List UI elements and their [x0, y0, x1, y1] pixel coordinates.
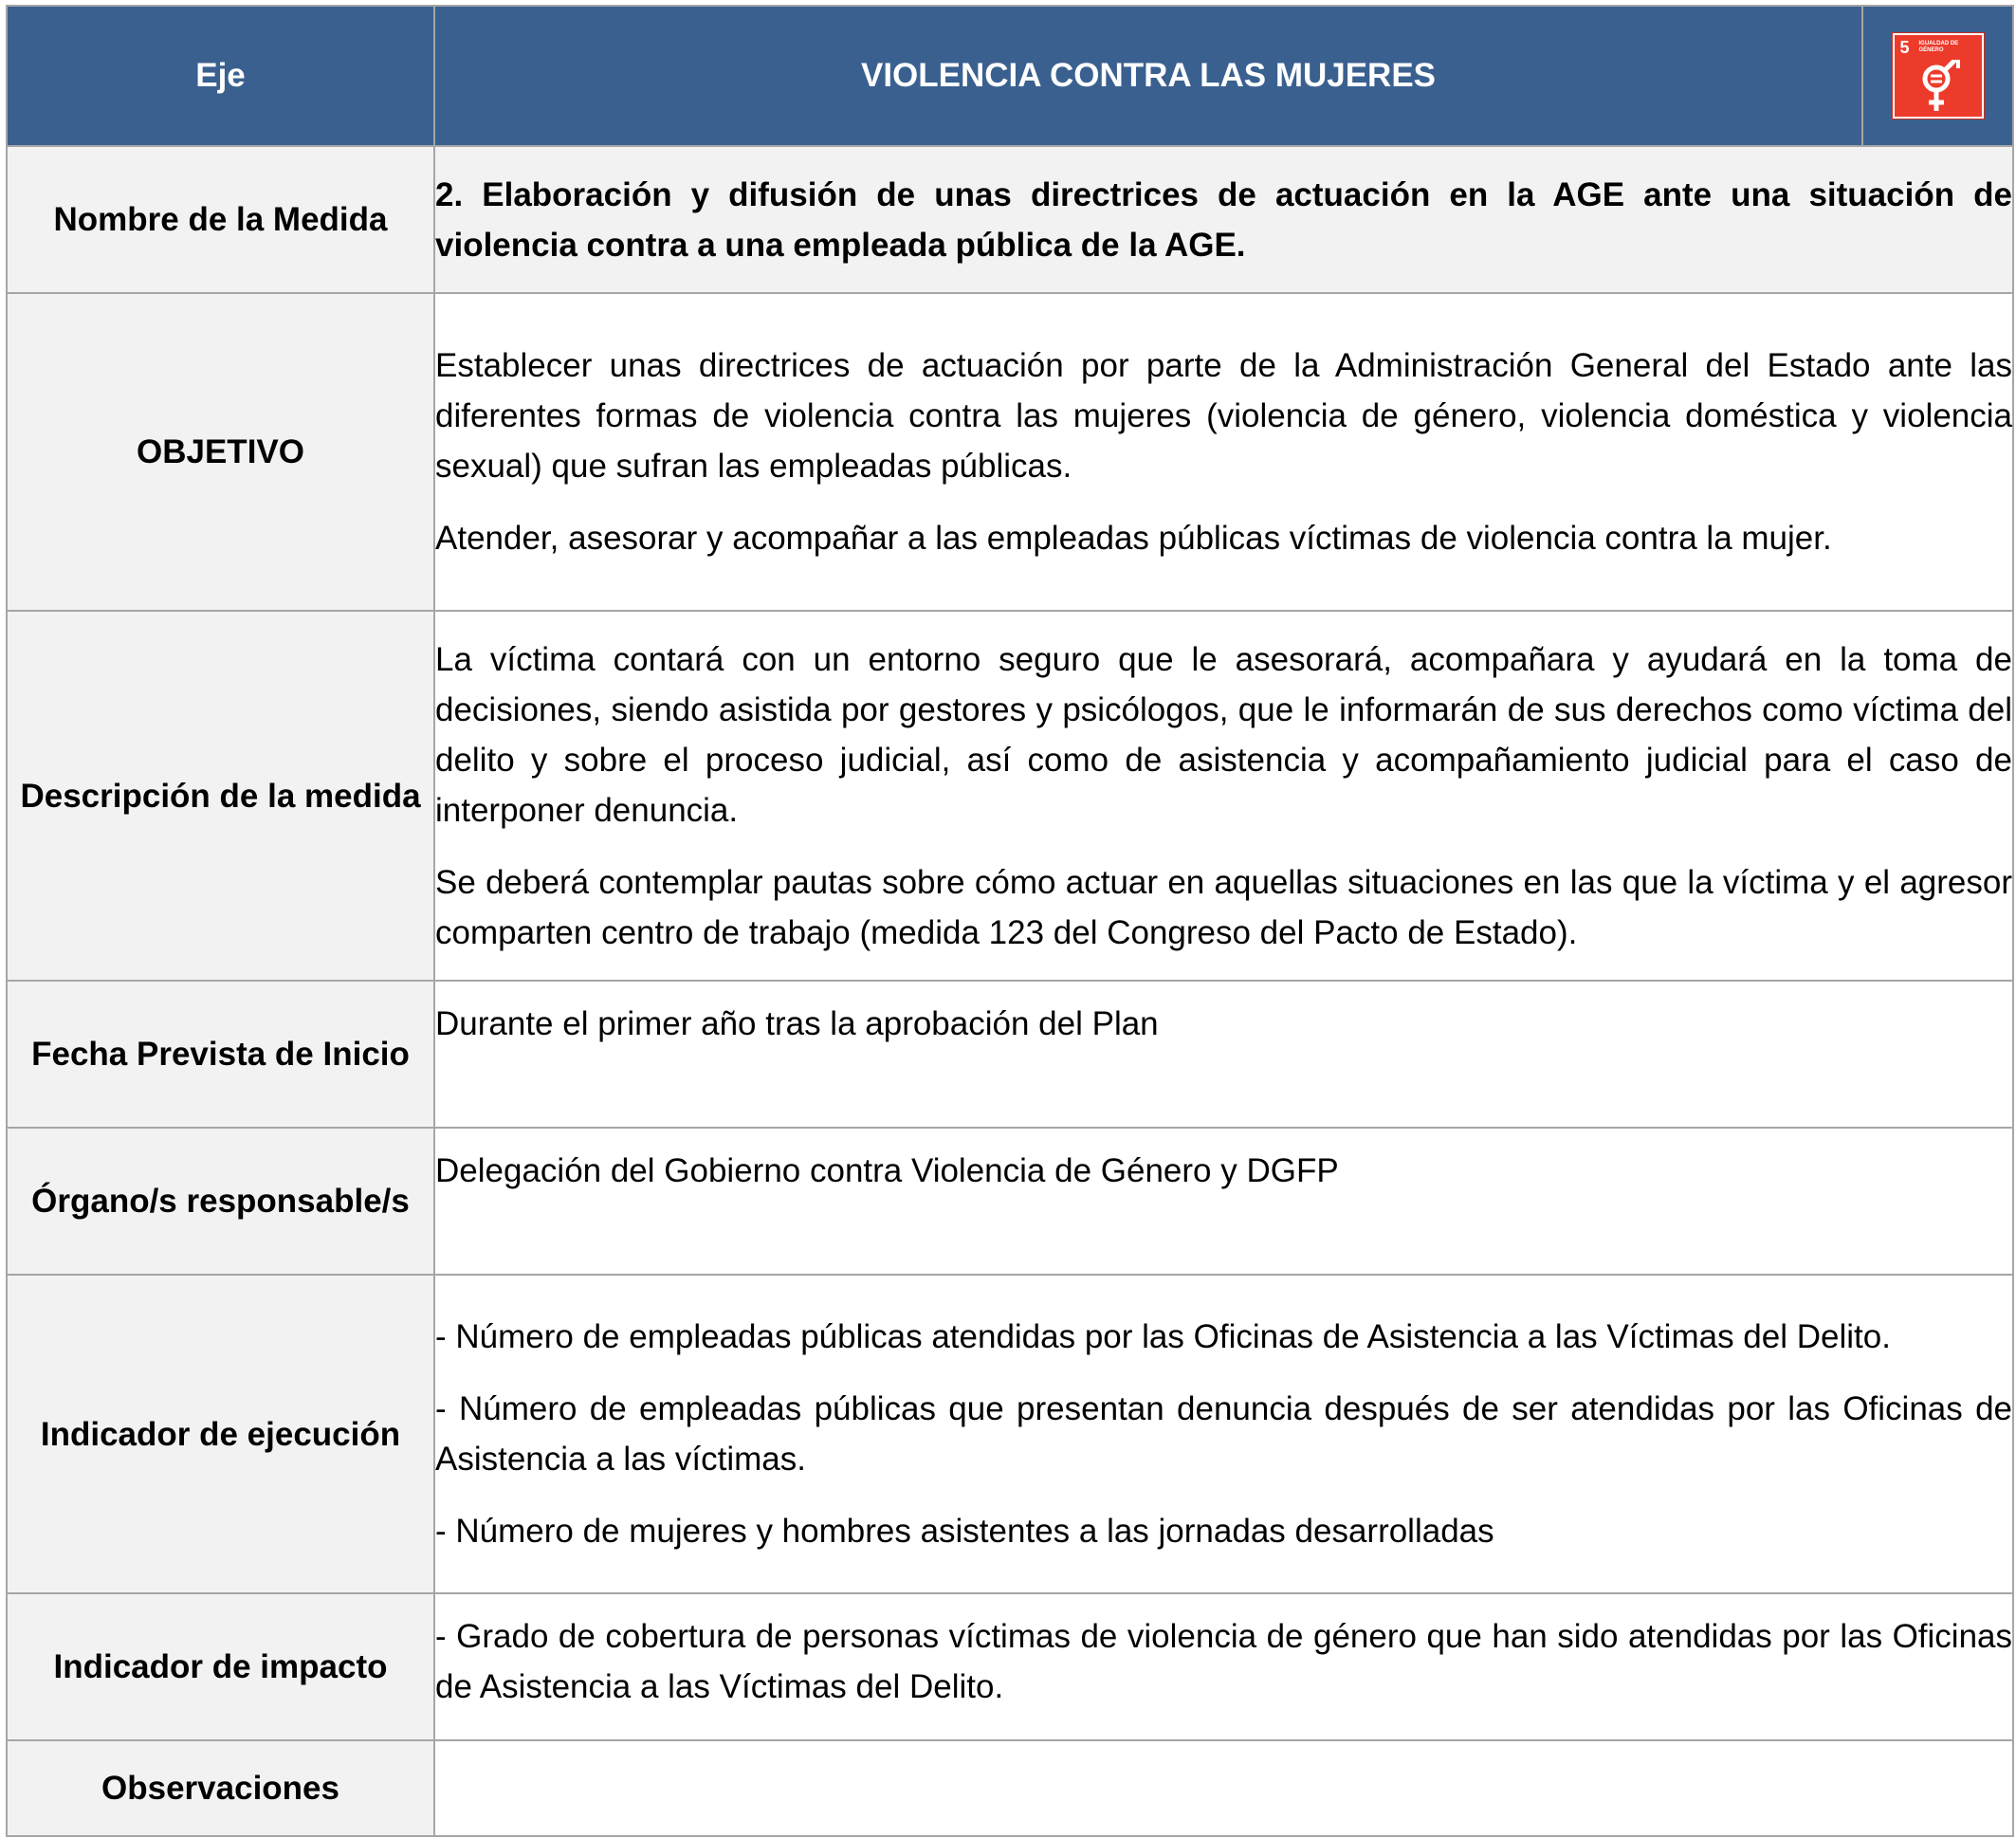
observaciones-label: Observaciones — [7, 1740, 434, 1836]
indicador-impacto-value: - Grado de cobertura de personas víctimas de violencia de género que han sido atendidas por las Oficinas de Asistencia a las Víctimas del Delito. — [434, 1593, 2013, 1740]
descripcion-value — [434, 611, 2013, 981]
axis-label: Eje — [7, 6, 434, 146]
nombre-value: 2. Elaboración y difusión de unas directrices de actuación en la AGE ante una situación de violencia contra a una empleada pública de la AGE. — [434, 146, 2013, 293]
objetivo-paragraph: Atender, asesorar y acompañar a las empleadas públicas víctimas de violencia contra la mujer. — [435, 520, 1832, 557]
row-indicador-ejecucion — [7, 1275, 2013, 1593]
header-row — [7, 6, 2013, 146]
observaciones-value — [434, 1740, 2013, 1836]
axis-title: VIOLENCIA CONTRA LAS MUJERES — [434, 6, 1862, 146]
fecha-label: Fecha Prevista de Inicio — [7, 981, 434, 1128]
descripcion-paragraph: La víctima contará con un entorno seguro que le asesorará, acompañara y ayudará en la toma de decisiones, siendo asistida por gestores y psicólogos, que le informarán de sus derechos como víctima del delito y sobre el proceso judicial, así como de asistencia y acompañamiento judicial para el caso de interponer denuncia. — [435, 640, 2012, 829]
descripcion-label: Descripción de la medida — [7, 611, 434, 981]
objetivo-value — [434, 293, 2013, 611]
sdg-5-icon — [1893, 33, 1984, 119]
row-observaciones — [7, 1740, 2013, 1836]
indicador-ejecucion-item: - Número de mujeres y hombres asistentes a las jornadas desarrolladas — [435, 1513, 1494, 1550]
descripcion-paragraph: Se deberá contemplar pautas sobre cómo actuar en aquellas situaciones en las que la víctima y el agresor comparten centro de trabajo (medida 123 del Congreso del Pacto de Estado). — [435, 863, 2012, 951]
gender-equality-icon — [1917, 60, 1963, 117]
indicador-ejecucion-value — [434, 1275, 2013, 1593]
objetivo-paragraph: Establecer unas directrices de actuación por parte de la Administración General del Estado ante las diferentes formas de violencia contra las mujeres (violencia de género, violencia doméstica y violencia sexual) que sufran las empleadas públicas. — [435, 347, 2012, 485]
sdg-cell — [1862, 6, 2013, 146]
indicador-ejecucion-item: - Número de empleadas públicas que presentan denuncia después de ser atendidas por las Oficinas de Asistencia a las víctimas. — [435, 1390, 2012, 1478]
sdg-number: 5 — [1899, 38, 1910, 57]
row-descripcion — [7, 611, 2013, 981]
measure-sheet — [6, 5, 2012, 1833]
row-nombre — [7, 146, 2013, 293]
measure-table — [6, 5, 2014, 1837]
sdg-text: IGUALDAD DE GÉNERO — [1918, 41, 1959, 53]
row-objetivo — [7, 293, 2013, 611]
row-fecha — [7, 981, 2013, 1128]
indicador-ejecucion-label: Indicador de ejecución — [7, 1275, 434, 1593]
organo-value: Delegación del Gobierno contra Violencia de Género y DGFP — [434, 1128, 2013, 1275]
organo-label: Órgano/s responsable/s — [7, 1128, 434, 1275]
indicador-ejecucion-item: - Número de empleadas públicas atendidas por las Oficinas de Asistencia a las Víctimas del Delito. — [435, 1318, 1891, 1355]
indicador-impacto-label: Indicador de impacto — [7, 1593, 434, 1740]
row-organo — [7, 1128, 2013, 1275]
objetivo-label: OBJETIVO — [7, 293, 434, 611]
fecha-value: Durante el primer año tras la aprobación del Plan — [434, 981, 2013, 1128]
row-indicador-impacto — [7, 1593, 2013, 1740]
nombre-label: Nombre de la Medida — [7, 146, 434, 293]
